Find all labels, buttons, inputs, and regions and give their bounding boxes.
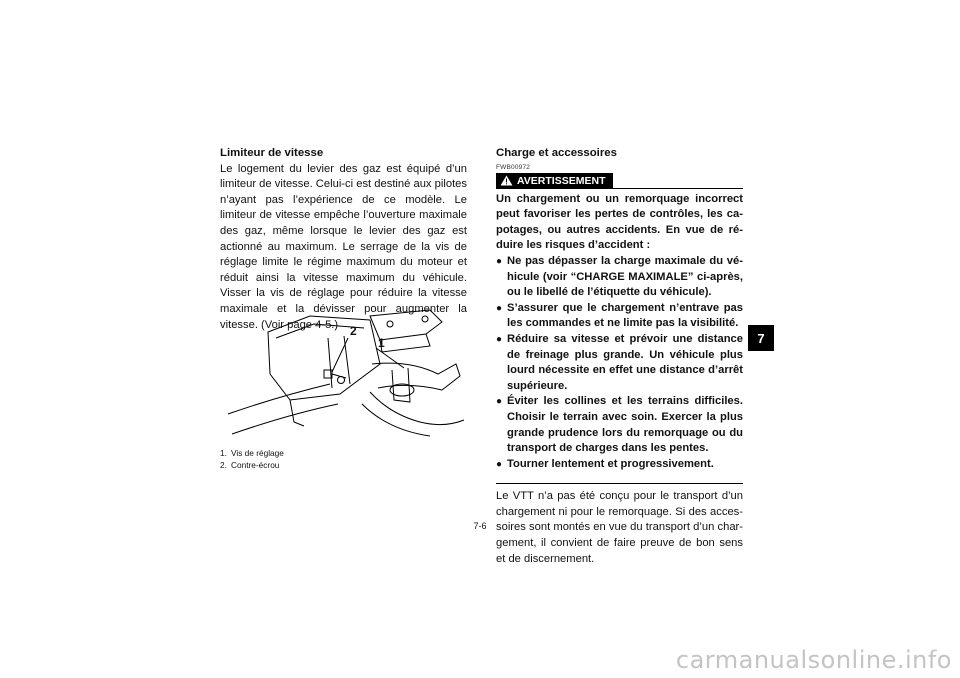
warning-body: [496, 192, 743, 473]
figure-callout-1: 1: [378, 336, 385, 350]
list-item: ● Réduire sa vitesse et prévoir une distance de freinage plus grande. Un véhicule plus lourd nécessite en effet une distance d’arrêt supérieure.: [496, 332, 743, 392]
bullet-icon: ●: [496, 333, 503, 345]
section-heading-load: Charge et accessoires: [496, 147, 617, 159]
page-number: 7-6: [473, 521, 487, 531]
bullet-icon: ●: [496, 302, 503, 314]
list-item: ● Éviter les collines et les terrains difficiles. Choisir le terrain avec soin. Exercer la plus grande prudence lors du remorquage ou du transport de charges dans les pentes.: [496, 395, 743, 455]
bullet-icon: ●: [496, 255, 503, 267]
legend-item: 1. Vis de réglage: [220, 448, 284, 458]
section-heading-speed-limiter: Limiteur de vitesse: [220, 147, 324, 159]
list-item: ● Ne pas dépasser la charge maximale du véhicule (voir “CHARGE MAXIMALE” ci-après, ou le libellé de l’étiquette du véhicule).: [496, 254, 743, 299]
warning-header: [496, 173, 743, 190]
right-column: [496, 146, 743, 567]
list-item: ● S’assurer que le chargement n’entrave pas les commandes et ne limite pas la visibilité.: [496, 301, 743, 330]
legend-item: 2. Contre-écrou: [220, 459, 280, 470]
warning-triangle-icon: [500, 175, 513, 186]
bullet-icon: ●: [496, 396, 503, 408]
warning-rule: [496, 188, 743, 189]
chapter-tab: 7: [748, 325, 774, 351]
warning-label: AVERTISSEMENT: [517, 174, 606, 187]
figure-legend: [220, 448, 284, 471]
watermark: carmanualsonline.info: [675, 646, 952, 674]
warning-list: [496, 254, 743, 472]
load-paragraph: Le VTT n’a pas été conçu pour le transport d’un chargement ni pour le remorquage. Si des accessoires sont montés en vue du transport d’un chargement, il convient de faire preuve de bon sens et de discernement.: [496, 490, 743, 565]
warning-end-rule: [496, 483, 743, 484]
reference-code: FWB00972: [496, 163, 531, 171]
bullet-icon: ●: [496, 458, 503, 470]
speed-limiter-paragraph: Le logement du levier des gaz est équipé d’un limiteur de vitesse. Celui-ci est destiné aux pilotes n’ayant pas l’expérience de ce modèle. Le limiteur de vitesse empêche l’ouverture maximale des gaz, même lorsque le levier des gaz est actionné au maximum. Le serrage de la vis de réglage limite le régime maximum du moteur et réduit ainsi la vitesse maximum du véhicule. Visser la vis de réglage pour réduire la vitesse maximale et la dévisser pour augmenter la vitesse. (Voir page 4-5.): [220, 162, 467, 331]
list-item: ● Tourner lentement et progressivement.: [496, 457, 743, 473]
throttle-illustration: [220, 304, 466, 444]
figure-callout-2: 2: [350, 324, 357, 338]
warning-intro: Un chargement ou un remorquage incorrect peut favoriser les pertes de contrôles, les capotages, ou autres accidents. En vue de réduire les risques d’accident :: [496, 192, 743, 252]
